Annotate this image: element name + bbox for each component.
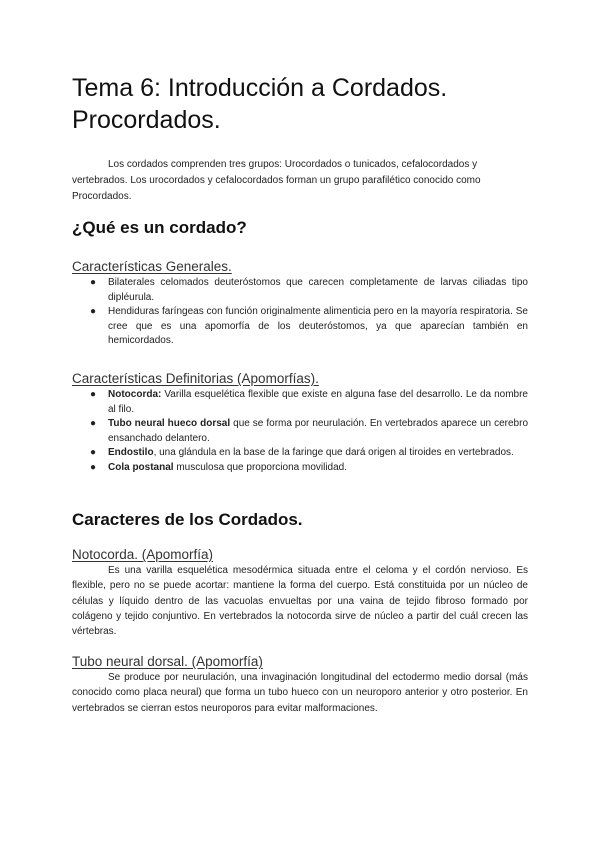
list-item: ● Endostilo, una glándula en la base de la faringe que dará origen al tiroides en vertebrados.: [72, 446, 528, 461]
bullet-icon: ●: [90, 418, 97, 429]
intro-text: Los cordados comprenden tres grupos: Urocordados o tunicados, cefalocordados y vertebrados. Los urocordados y cefalocordados forman un grupo parafilético conocido como Procordados.: [72, 159, 481, 202]
definitorias-list: [72, 388, 528, 475]
list-item: ● Notocorda: Varilla esquelética flexible que existe en alguna fase del desarrollo. Le da nombre al filo.: [90, 389, 528, 415]
page-title: Tema 6: Introducción a Cordados. Procordados.: [72, 74, 448, 134]
bullet-icon: ●: [90, 447, 97, 458]
subheading-definitorias: Características Definitorias (Apomorfías).: [72, 371, 319, 386]
intro-paragraph: [72, 157, 528, 205]
bullet-icon: ●: [90, 461, 97, 473]
bullet-icon: ●: [90, 277, 97, 288]
section-heading-caracteres: Caracteres de los Cordados.: [72, 510, 303, 529]
generales-list: [72, 276, 528, 349]
list-item: ● Cola postanal musculosa que proporciona movilidad.: [72, 461, 528, 476]
tubo-neural-paragraph: Se produce por neurulación, una invaginación longitudinal del ectodermo medio dorsal (más conocido como placa neural) que forma un tubo hueco con un neuroporo anterior y otro posterior. En vertebrados se cierran estos neuroporos para evitar malformaciones.: [72, 672, 528, 714]
bullet-icon: ●: [90, 306, 97, 317]
list-item: ● Bilaterales celomados deuteróstomos que carecen completamente de larvas ciliadas tipo dipléurula.: [90, 277, 528, 303]
list-item: ● Hendiduras faríngeas con función originalmente alimenticia pero en la mayoría respiratoria. Se cree que es una apomorfía de los deuteróstomos, ya que aparecían también en hemicordados.: [90, 306, 528, 346]
list-item: ● Tubo neural hueco dorsal que se forma por neurulación. En vertebrados aparece un cerebro ensanchado delantero.: [90, 418, 529, 444]
section-heading-que-es: ¿Qué es un cordado?: [72, 218, 247, 237]
subheading-generales: Características Generales.: [72, 259, 232, 274]
bullet-icon: ●: [90, 389, 97, 400]
notocorda-paragraph: Es una varilla esquelética mesodérmica situada entre el celoma y el cordón nervioso. Es flexible, pero no se puede acortar: mantiene la forma del cuerpo. Está constituida por un núcleo de células y líquido dentro de las vacuolas envueltas por una vaina de tejido fibroso formado por colágeno y tejido conjuntivo. En vertebrados la notocorda sirve de núcleo a partir del cuál crecen las vértebras.: [72, 565, 528, 638]
subheading-tubo-neural: Tubo neural dorsal. (Apomorfía): [72, 654, 263, 669]
subheading-notocorda: Notocorda. (Apomorfía): [72, 547, 214, 562]
